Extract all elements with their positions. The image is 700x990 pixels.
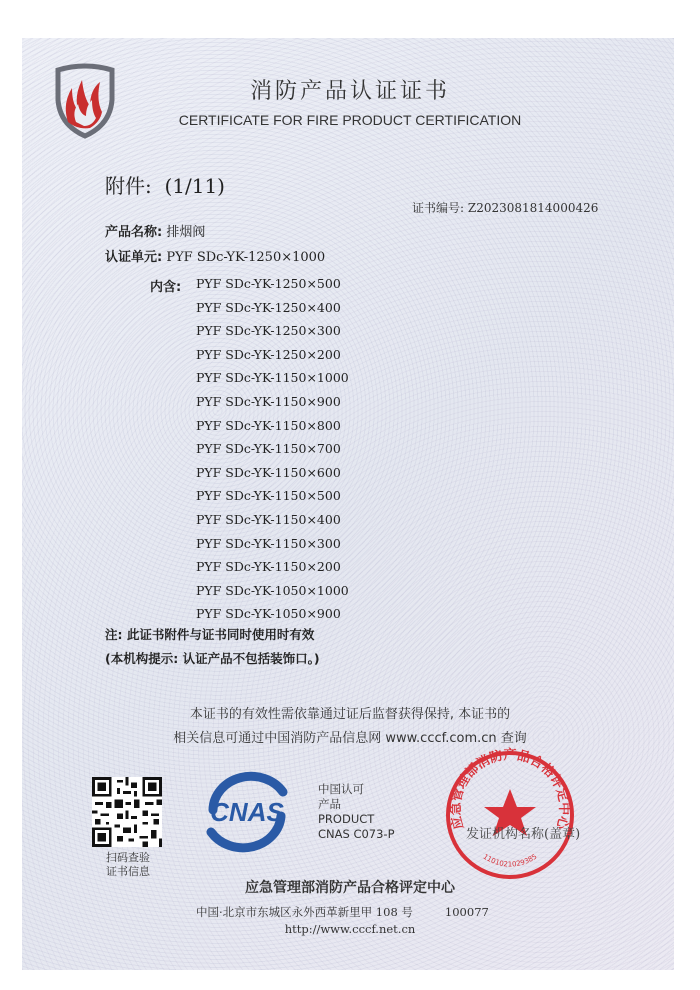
product-name-label: 产品名称:: [105, 225, 163, 240]
model-item: PYF SDc-YK-1150×400: [196, 511, 341, 527]
product-name-value: 排烟阀: [166, 225, 206, 240]
model-item: PYF SDc-YK-1050×900: [196, 606, 341, 622]
certification-unit-label: 认证单元:: [105, 250, 163, 265]
cnas-line: 中国认可: [318, 782, 364, 796]
model-item: PYF SDc-YK-1150×800: [196, 417, 341, 433]
certification-unit-field: [105, 246, 325, 265]
model-item: PYF SDc-YK-1250×400: [196, 299, 341, 315]
model-item: PYF SDc-YK-1250×500: [196, 276, 341, 291]
note-decorative-excluded: (本机构提示: 认证产品不包括装饰口。): [105, 651, 320, 666]
cnas-logo-text: CNAS: [210, 797, 284, 827]
note-validity-with-certificate: 注: 此证书附件与证书同时使用时有效: [105, 627, 315, 642]
certificate-number-value: Z2023081814000426: [467, 201, 599, 215]
validity-line-1: 本证书的有效性需依靠通过证后监督获得保持, 本证书的: [189, 707, 511, 722]
qr-caption: [92, 851, 164, 879]
zip-code: 100077: [444, 905, 489, 919]
title-chinese: 消防产品认证证书: [249, 79, 450, 104]
address: [196, 904, 489, 920]
cnas-logo: [193, 770, 301, 854]
qr-code[interactable]: [92, 777, 162, 847]
model-item: PYF SDc-YK-1150×500: [196, 488, 341, 504]
model-item: PYF SDc-YK-1150×1000: [196, 370, 349, 386]
appendix-label-text: 附件:: [105, 174, 152, 198]
certificate-number: [412, 199, 598, 216]
product-name-field: [105, 221, 205, 240]
model-item: PYF SDc-YK-1150×200: [196, 559, 341, 575]
model-item: PYF SDc-YK-1050×1000: [196, 582, 349, 598]
model-item: PYF SDc-YK-1150×900: [196, 393, 341, 409]
official-seal: [440, 745, 580, 885]
cnas-line: PRODUCT: [318, 812, 375, 826]
model-list: [196, 272, 349, 626]
appendix-label: [105, 170, 225, 199]
model-item: PYF SDc-YK-1150×600: [196, 464, 341, 480]
website-link[interactable]: http://www.cccf.net.cn: [284, 922, 416, 936]
model-item: PYF SDc-YK-1150×300: [196, 535, 341, 551]
validity-line-2: 相关信息可通过中国消防产品信息网 www.cccf.com.cn 查询: [173, 731, 527, 746]
seal-ring-text: 应急管理部消防产品合格评定中心: [448, 748, 572, 831]
includes-label: 内含:: [150, 280, 182, 295]
model-item: PYF SDc-YK-1250×200: [196, 346, 341, 362]
qr-caption-line: 证书信息: [106, 865, 150, 878]
certification-unit-value: PYF SDc-YK-1250×1000: [166, 250, 326, 265]
appendix-value: (1/11): [164, 174, 225, 198]
qr-caption-line: 扫码查验: [106, 851, 150, 864]
cnas-line: CNAS C073-P: [318, 827, 395, 841]
seal-note: 发证机构名称(盖章): [466, 827, 581, 842]
cnas-accreditation-text: [318, 782, 395, 842]
certificate-number-label: 证书编号:: [412, 201, 465, 215]
seal-serial: 1101021029385: [481, 852, 539, 869]
model-item: PYF SDc-YK-1250×300: [196, 323, 341, 339]
title-english: CERTIFICATE FOR FIRE PRODUCT CERTIFICATION: [178, 112, 522, 128]
issuing-center-name: 应急管理部消防产品合格评定中心: [245, 880, 455, 896]
cnas-line: 产品: [318, 797, 341, 811]
model-item: PYF SDc-YK-1150×700: [196, 441, 341, 457]
address-text: 中国·北京市东城区永外西革新里甲 108 号: [196, 905, 413, 919]
